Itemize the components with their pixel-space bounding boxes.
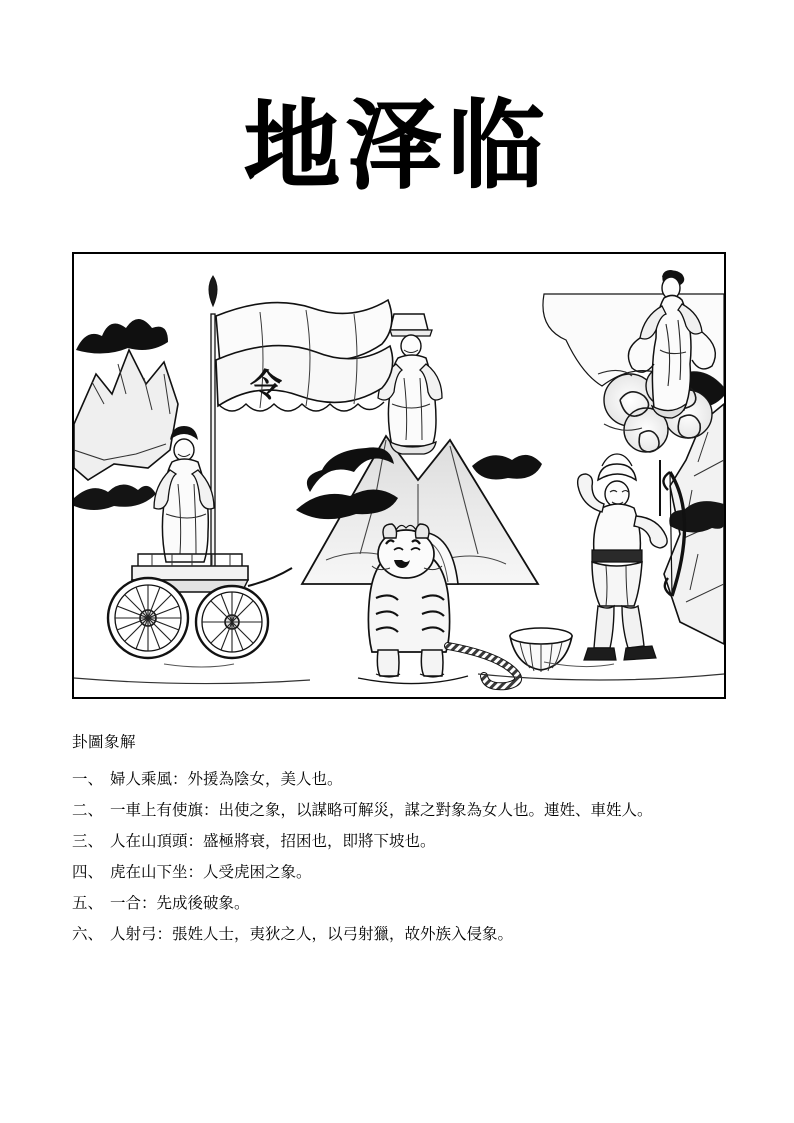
list-item bbox=[72, 919, 732, 950]
list-item-number: 五、 bbox=[72, 894, 104, 912]
list-item bbox=[72, 764, 732, 795]
list-item-text: 一合：先成後破象。 bbox=[110, 894, 250, 912]
hexagram-scene-illustration bbox=[74, 254, 724, 697]
list-item-number: 三、 bbox=[72, 832, 104, 850]
list-item bbox=[72, 857, 732, 888]
list-item-text: 一車上有使旗：出使之象，以謀略可解災，謀之對象為女人也。連姓、車姓人。 bbox=[110, 801, 653, 819]
caption-heading: 卦圖象解 bbox=[72, 733, 137, 751]
banner-character: 令 bbox=[250, 366, 283, 404]
caption-block bbox=[72, 727, 732, 950]
page-title: 地泽临 bbox=[244, 90, 550, 202]
illustration-frame bbox=[72, 252, 726, 699]
list-item bbox=[72, 888, 732, 919]
list-item-text: 人在山頂頭：盛極將衰，招困也，即將下坡也。 bbox=[110, 832, 436, 850]
list-item-text: 人射弓：張姓人士，夷狄之人，以弓射獵，故外族入侵象。 bbox=[110, 925, 514, 943]
list-item-number: 六、 bbox=[72, 925, 104, 943]
list-item-number: 四、 bbox=[72, 863, 104, 881]
list-item-number: 二、 bbox=[72, 801, 104, 819]
list-item-text: 婦人乘風：外援為陰女，美人也。 bbox=[110, 770, 343, 788]
list-item-text: 虎在山下坐：人受虎困之象。 bbox=[110, 863, 312, 881]
list-item bbox=[72, 795, 732, 826]
list-item-number: 一、 bbox=[72, 770, 104, 788]
caption-list bbox=[72, 764, 732, 950]
list-item bbox=[72, 826, 732, 857]
